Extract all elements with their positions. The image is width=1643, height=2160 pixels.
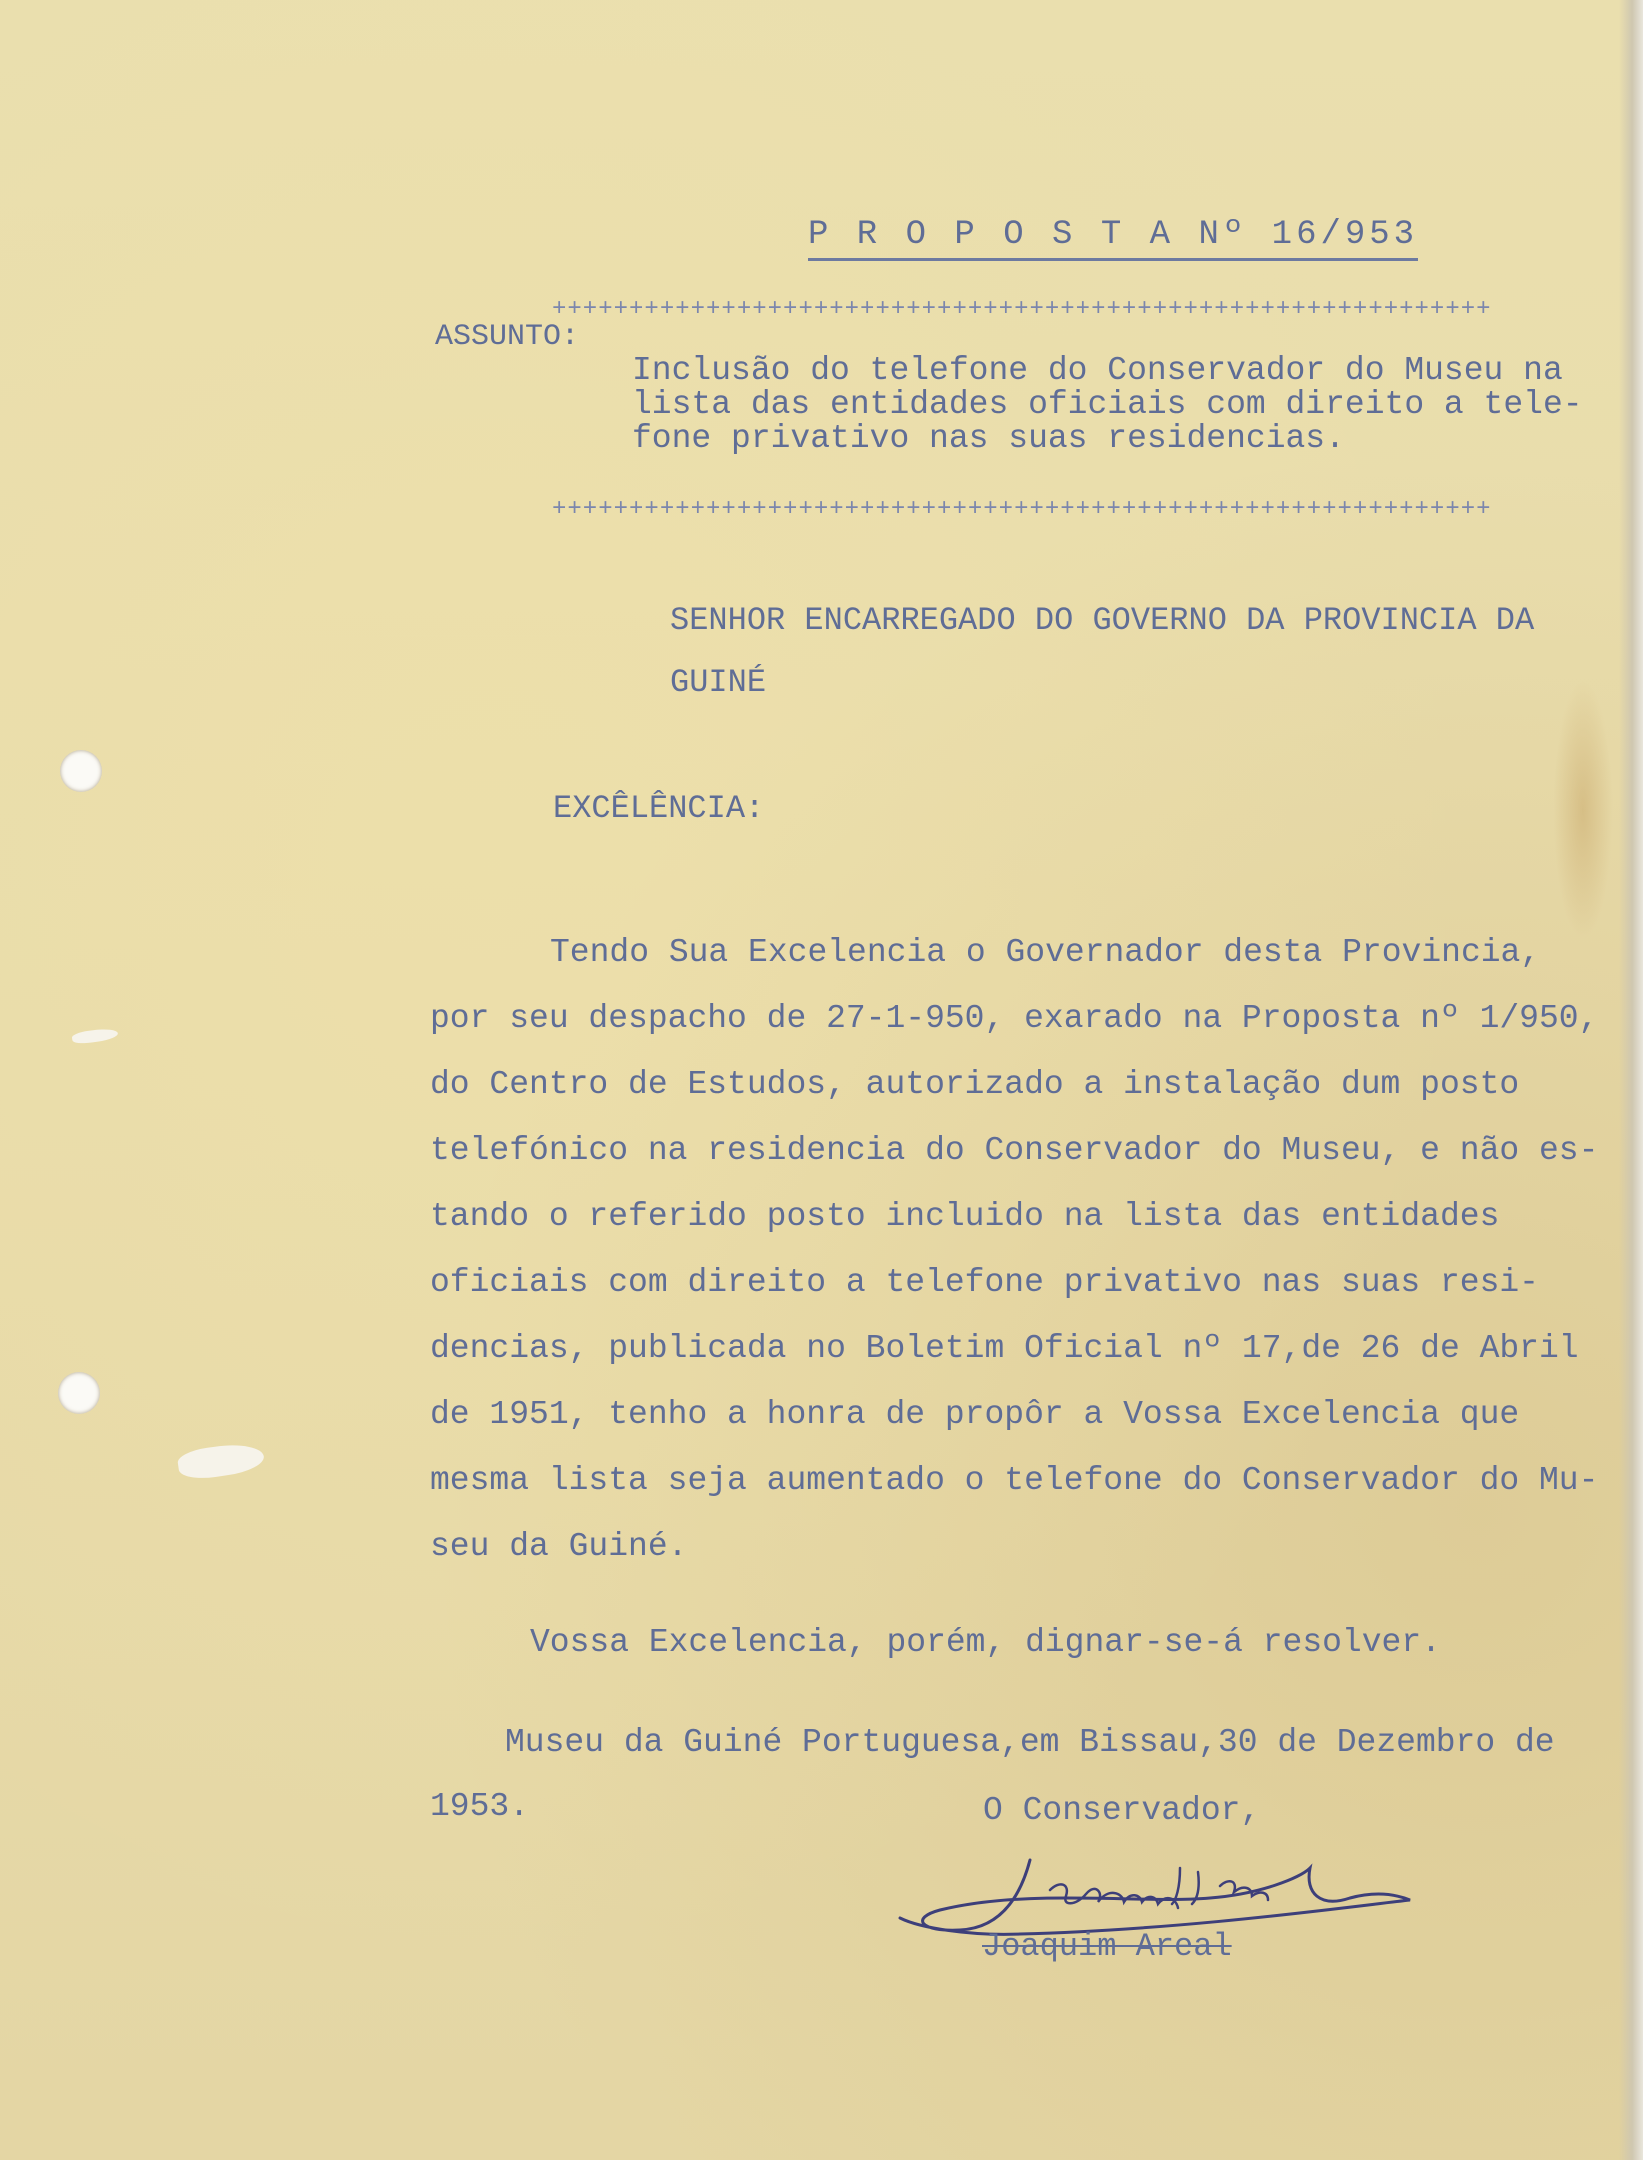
separator-top: +++++++++++++++++++++++++++++++++++++++++++++++++++++++++++++ [552, 296, 1492, 323]
body-line: mesma lista seja aumentado o telefone do Conservador do Mu- [430, 1462, 1599, 1499]
salutation: EXCÊLÊNCIA: [553, 790, 765, 827]
addressee-line: SENHOR ENCARREGADO DO GOVERNO DA PROVINCIA DA [670, 602, 1535, 639]
paper-tear [176, 1440, 265, 1482]
subject-label: ASSUNTO: [435, 320, 580, 354]
signer-name: Joaquim Areal [982, 1928, 1232, 1965]
document-title: P R O P O S T A Nº 16/953 [808, 216, 1418, 261]
body-line: de 1951, tenho a honra de propôr a Vossa Excelencia que [430, 1396, 1520, 1433]
subject-line: fone privativo nas suas residencias. [632, 420, 1345, 457]
body-line: tando o referido posto incluido na lista das entidades [430, 1198, 1500, 1235]
body-line: do Centro de Estudos, autorizado a instalação dum posto [430, 1066, 1520, 1103]
punch-hole-upper [60, 750, 102, 792]
body-line: por seu despacho de 27-1-950, exarado na Proposta nº 1/950, [430, 1000, 1599, 1037]
body-line: Tendo Sua Excelencia o Governador desta Provincia, [550, 934, 1541, 971]
addressee-line: GUINÉ [670, 664, 767, 701]
date-year: 1953. [430, 1788, 530, 1825]
punch-hole-lower [58, 1372, 100, 1414]
body-line: oficiais com direito a telefone privativo nas suas resi- [430, 1264, 1539, 1301]
subject-line: Inclusão do telefone do Conservador do Museu na [632, 352, 1563, 389]
separator-bottom: +++++++++++++++++++++++++++++++++++++++++++++++++++++++++++++ [552, 496, 1492, 523]
paper-tear [71, 1027, 118, 1045]
subject-text [632, 354, 1592, 456]
paper-edge [1619, 0, 1643, 2160]
paper-stain [1553, 680, 1613, 940]
place-date: Museu da Guiné Portuguesa,em Bissau,30 de Dezembro de [505, 1724, 1555, 1761]
body-line: telefónico na residencia do Conservador do Museu, e não es- [430, 1132, 1599, 1169]
body-line: seu da Guiné. [430, 1528, 688, 1565]
body-paragraph [430, 920, 1610, 1580]
closing-line: Vossa Excelencia, porém, dignar-se-á resolver. [530, 1624, 1441, 1661]
body-line: dencias, publicada no Boletim Oficial nº 17,de 26 de Abril [430, 1330, 1579, 1367]
signer-role: O Conservador, [983, 1792, 1261, 1829]
addressee [670, 590, 1590, 714]
subject-line: lista das entidades oficiais com direito a tele- [632, 386, 1583, 423]
